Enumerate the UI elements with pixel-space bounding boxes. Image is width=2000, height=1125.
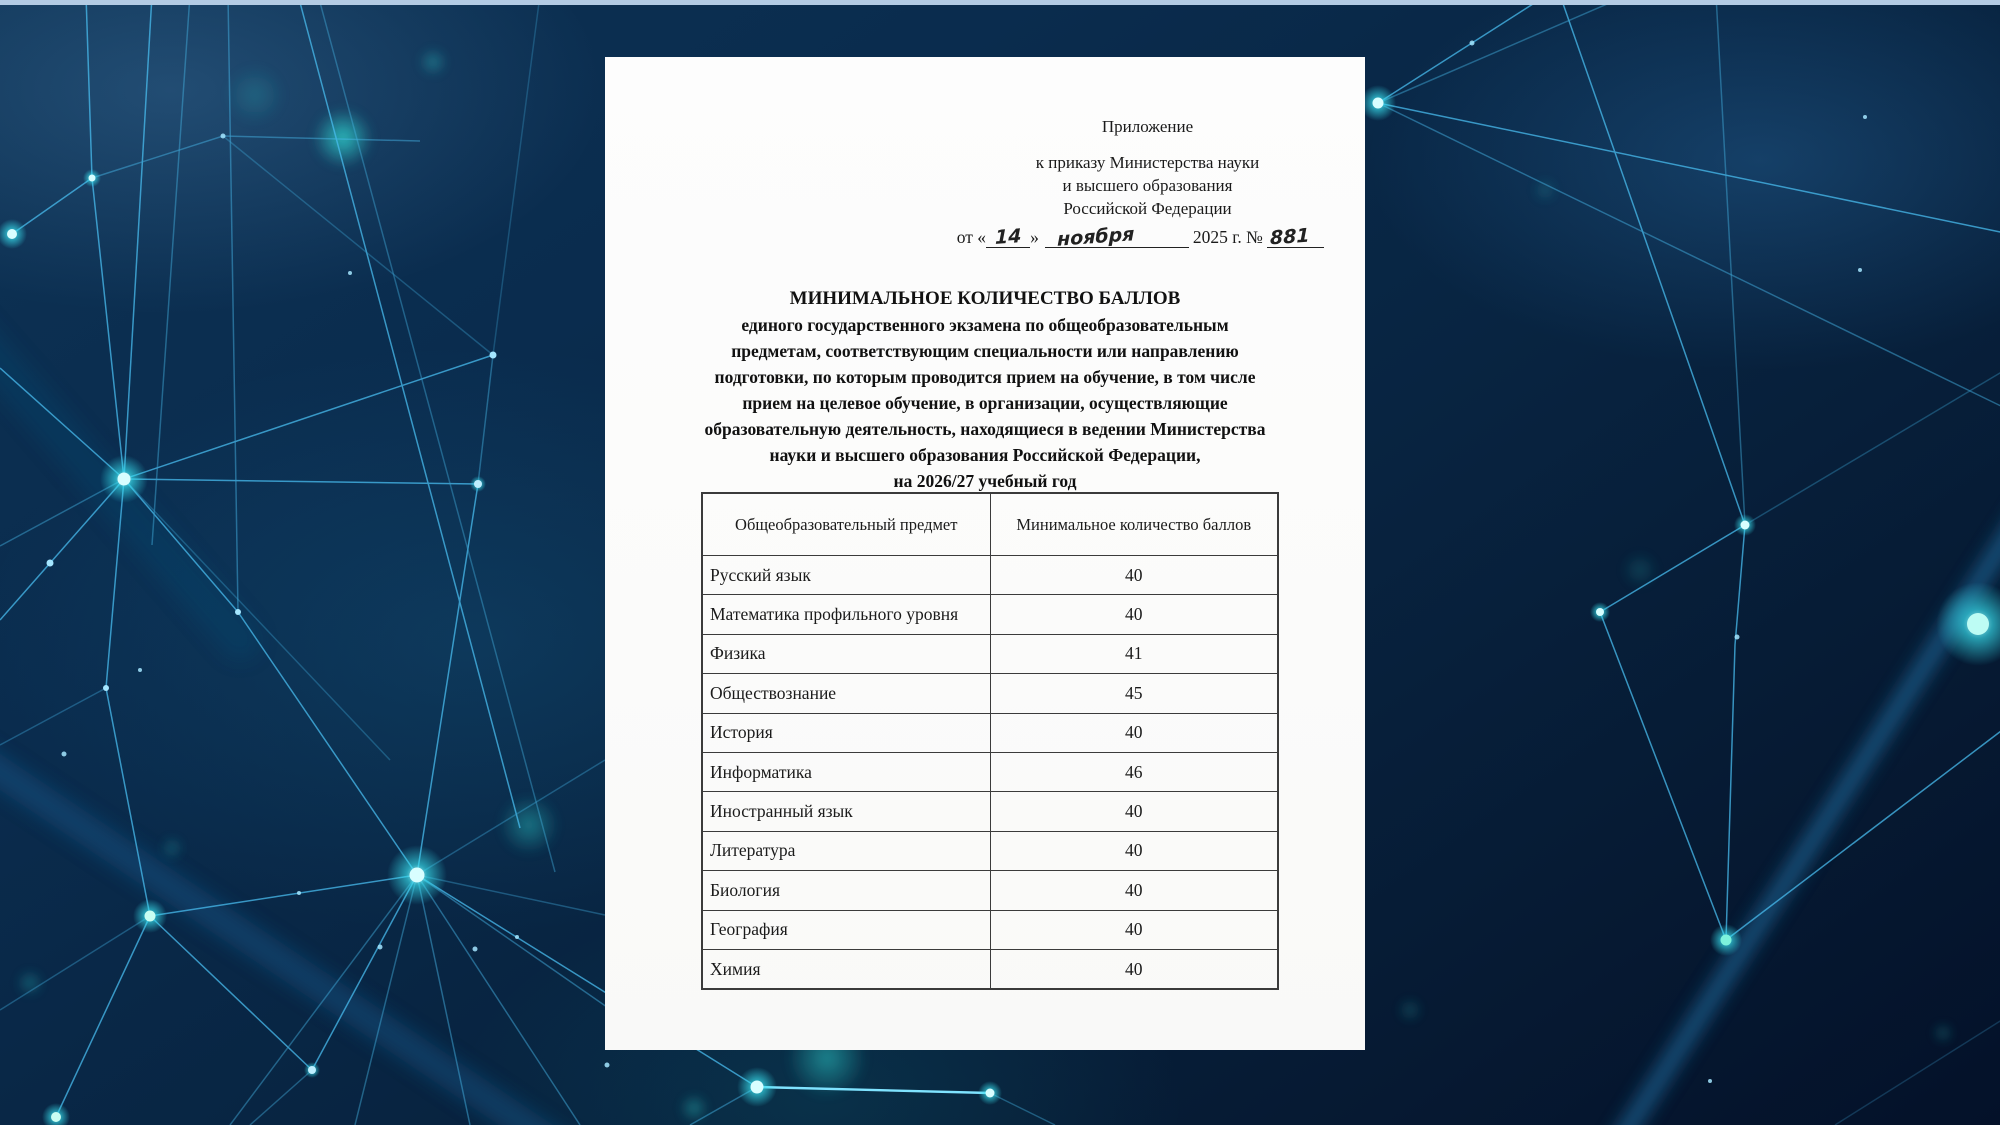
date-close-quote: » — [1030, 227, 1039, 247]
table-row — [703, 713, 1278, 752]
score-cell: 40 — [990, 831, 1278, 870]
score-cell: 40 — [990, 949, 1278, 988]
bright-bottom-segment — [757, 1087, 990, 1093]
score-cell: 40 — [990, 792, 1278, 831]
subject-cell: География — [703, 910, 991, 949]
table-row — [703, 910, 1278, 949]
order-ref-line: к приказу Министерства науки — [1035, 153, 1260, 172]
subject-cell: Обществознание — [703, 674, 991, 713]
score-cell: 40 — [990, 556, 1278, 595]
scores-table-header — [703, 494, 1278, 556]
table-row — [703, 949, 1278, 988]
table-row — [703, 634, 1278, 673]
subject-cell: Математика профильного уровня — [703, 595, 991, 634]
title-line: прием на целевое обучение, в организации, осуществляющие — [742, 393, 1228, 413]
table-row — [703, 556, 1278, 595]
date-prefix: от « — [956, 227, 987, 247]
document-header-block — [955, 115, 1340, 249]
order-ref-line: и высшего образования — [1062, 176, 1233, 195]
table-row — [703, 792, 1278, 831]
title-main-line: МИНИМАЛЬНОЕ КОЛИЧЕСТВО БАЛЛОВ — [789, 288, 1181, 309]
title-line: единого государственного экзамена по общеобразовательным — [741, 315, 1229, 335]
appendix-label: Приложение — [1101, 117, 1194, 136]
table-row — [703, 674, 1278, 713]
document-title — [653, 286, 1317, 494]
score-cell: 41 — [990, 634, 1278, 673]
date-year-label: 2025 г. № — [1192, 227, 1263, 247]
order-ref-lines — [955, 151, 1340, 220]
title-line: образовательную деятельность, находящиеся в ведении Министерства — [704, 419, 1266, 439]
title-line: предметам, соответствующим специальности или направлению — [731, 341, 1239, 361]
subject-cell: Химия — [703, 949, 991, 988]
scores-table — [702, 493, 1278, 989]
subject-cell: Биология — [703, 871, 991, 910]
score-cell: 40 — [990, 713, 1278, 752]
score-cell: 46 — [990, 752, 1278, 791]
title-line: подготовки, по которым проводится прием на обучение, в том числе — [714, 367, 1256, 387]
handwritten-order-number: 881 — [1270, 224, 1310, 250]
subject-cell: Литература — [703, 831, 991, 870]
handwritten-day: 14 — [994, 225, 1022, 249]
table-row — [703, 752, 1278, 791]
subject-cell: Иностранный язык — [703, 792, 991, 831]
order-date-line — [941, 223, 1340, 251]
subject-cell: Физика — [703, 634, 991, 673]
title-line: науки и высшего образования Российской Федерации, — [769, 445, 1201, 465]
score-cell: 45 — [990, 674, 1278, 713]
document-page — [605, 57, 1365, 1050]
col-header-subject: Общеобразовательный предмет — [703, 494, 991, 556]
col-header-score: Минимальное количество баллов — [990, 494, 1278, 556]
top-edge-strip — [0, 0, 2000, 5]
title-line: на 2026/27 учебный год — [893, 471, 1077, 491]
score-cell: 40 — [990, 595, 1278, 634]
table-row — [703, 595, 1278, 634]
score-cell: 40 — [990, 871, 1278, 910]
handwritten-number-field — [1267, 226, 1324, 248]
subject-cell: История — [703, 713, 991, 752]
handwritten-day-field — [986, 226, 1030, 248]
handwritten-month: ноября — [1056, 223, 1135, 251]
score-cell: 40 — [990, 910, 1278, 949]
handwritten-month-field — [1045, 223, 1189, 251]
table-row — [703, 871, 1278, 910]
subject-cell: Информатика — [703, 752, 991, 791]
table-row — [703, 831, 1278, 870]
subject-cell: Русский язык — [703, 556, 991, 595]
scores-table-body — [703, 556, 1278, 989]
order-ref-line: Российской Федерации — [1063, 199, 1232, 218]
